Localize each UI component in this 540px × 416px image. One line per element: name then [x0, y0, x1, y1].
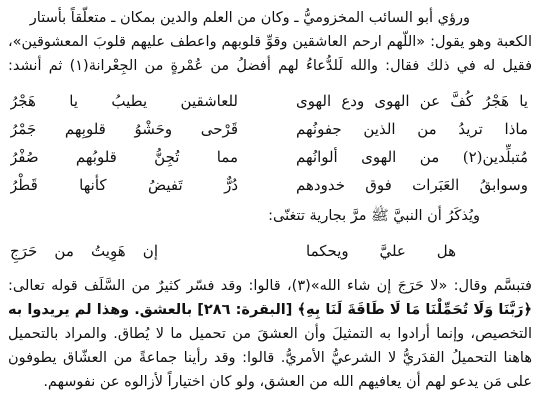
verse-second-hemistich: دُرٌّ تَفيضُ كأنها قَطْرُ [10, 176, 238, 194]
verse-first-hemistich: ماذا تريدُ من الذين جفونُهم [296, 120, 528, 138]
verse-first-hemistich: مُتبلِّدين(٢) من الهوى ألوانُهم [296, 148, 528, 166]
verse-first-hemistich: هل عليَّ ويحكما [306, 242, 456, 260]
paragraph-line: الكعبة وهو يقول: «اللّهم ارحم العاشقين وقوِّ قلوبهم واعطف عليهم قلوبَ المعشوقين»، [8, 34, 532, 50]
paragraph-line: فتبسَّم وقال: «لا حَرَجَ إن شاء الله»(٣)، قالوا: وقد فسّر كثيرٌ من السَّلَف قوله تعالى: [8, 278, 532, 294]
paragraph-line: ويُذكَرُ أن النبيَّ ﷺ مرَّ بجارية تتغنّى: [268, 208, 480, 224]
paragraph-line: على مَن يدعو لهم أن يعافيهم الله من العشق، ولو كان اختياراً لأزالوه عن نفوسهم. [43, 374, 532, 390]
paragraph-line: التخصيص، وإنما أرادوا به التمثيلَ وأن العشقَ من تحميل ما لا يُطاق. والمراد بالتحميل [8, 326, 532, 342]
verse-second-hemistich: للعاشقين يطيبُ يا هَجْرُ [10, 92, 238, 110]
paragraph-line: ورؤي أبو السائب المخزوميُّ ـ وكان من العلم والدين بمكان ـ متعلّقاً بأستار [29, 10, 470, 26]
verse-first-hemistich: يا هَجْرُ كُفَّ عن الهوى ودع الهوى [296, 92, 528, 110]
verse-second-hemistich: إن هَوِيتُ من حَرَجِ [10, 242, 158, 260]
verse-second-hemistich: مما تُجِنُّ قلوبُهم صُفْرُ [10, 148, 238, 166]
paragraph-line: ﴿رَبَّنَا وَلَا تُحَمِّلْنَا مَا لَا طَاقَةَ لَنَا بِهِ﴾ [البقرة: ٢٨٦] بالعشق. وهذا لم يريدوا به [8, 302, 532, 318]
paragraph-line: هاهنا التحميلُ القدَريُّ لا الشرعيُّ الأمريُّ. قالوا: وقد رأينا جماعةً من العشّاق يطوفون [8, 350, 532, 366]
verse-first-hemistich: وسوابقُ العَبَرات فوق خدودهم [296, 176, 528, 194]
paragraph-line: فقيل له في ذلك فقال: والله لَلدُّعاءُ لهم أفضلُ من عُمْرةٍ من الجِعْرانة(١) ثم أنشد: [8, 58, 532, 74]
verse-second-hemistich: قَرْحى وحَشْوُ قلوبِهم جَمْرُ [10, 120, 238, 138]
